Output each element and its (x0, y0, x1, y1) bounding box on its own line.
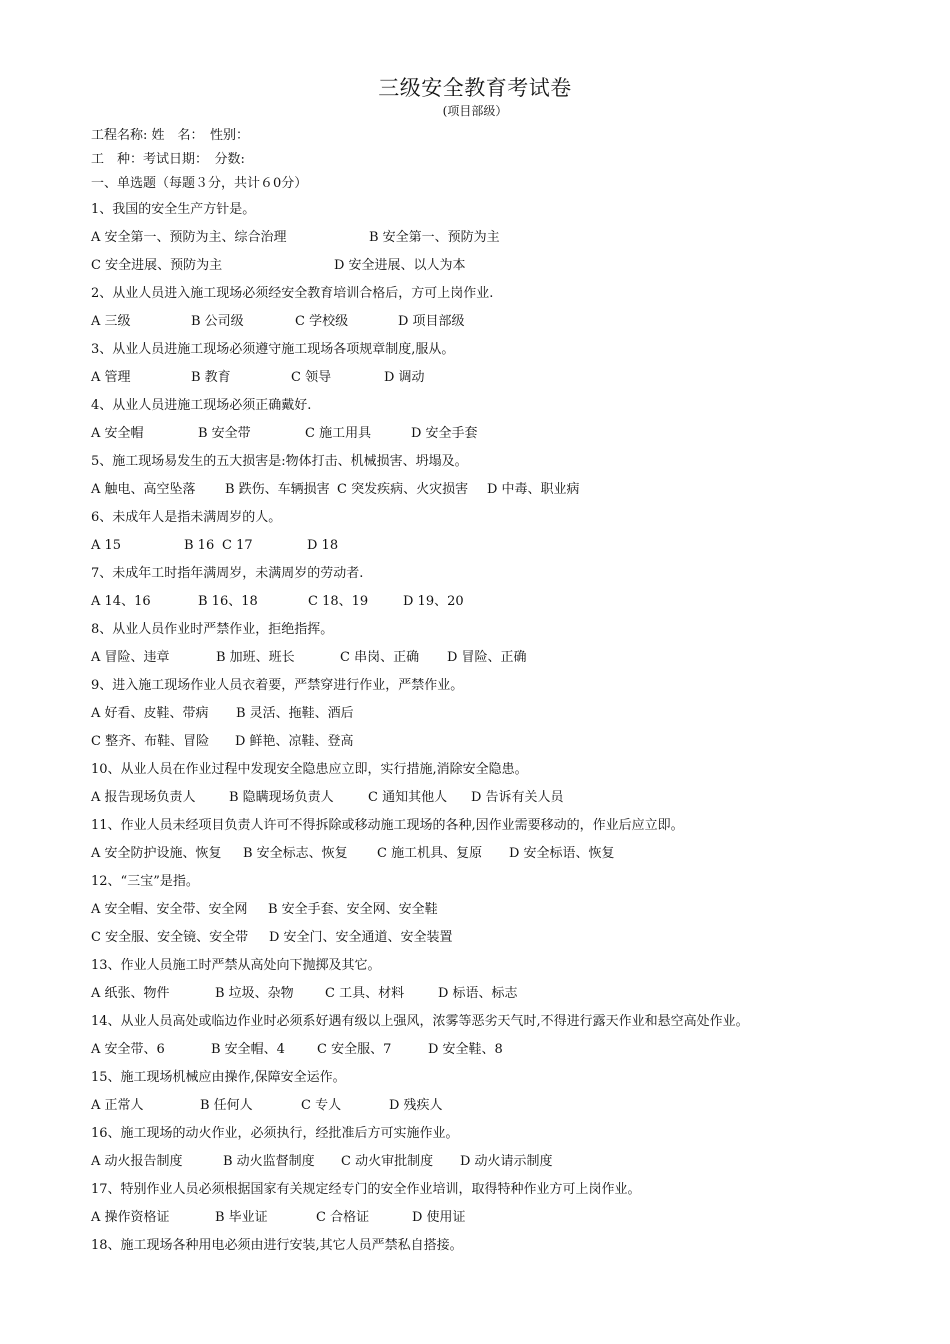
option-choice[interactable]: A 动火报告制度 (91, 1154, 183, 1169)
option-choice[interactable]: D 告诉有关人员 (471, 790, 564, 805)
option-choice[interactable]: B 16 (184, 538, 215, 553)
option-choice[interactable]: B 教育 (191, 370, 231, 385)
question-text: 16、施工现场的动火作业，必须执行，经批准后方可实施作业。 (91, 1126, 459, 1141)
question-text: 12、“三宝”是指。 (91, 874, 199, 889)
options-row (91, 1204, 931, 1232)
option-choice[interactable]: C 施工机具、复原 (377, 846, 483, 861)
options-row (91, 420, 931, 448)
option-choice[interactable]: A 安全带、6 (91, 1042, 165, 1057)
page-subtitle: (项目部级） (442, 104, 508, 118)
question-text: 11、作业人员未经项目负责人许可不得拆除或移动施工现场的各种,因作业需要移动的，作业后应立即。 (91, 818, 684, 833)
option-choice[interactable]: C 突发疾病、火灾损害 (337, 482, 469, 497)
question-text: 10、从业人员在作业过程中发现安全隐患应立即，实行措施,消除安全隐患。 (91, 762, 528, 777)
option-choice[interactable]: A 三级 (91, 314, 131, 329)
options-row (91, 784, 931, 812)
options-row (91, 476, 931, 504)
option-choice[interactable]: B 毕业证 (215, 1210, 268, 1225)
options-row (91, 588, 931, 616)
option-choice[interactable]: D 冒险、正确 (447, 650, 527, 665)
option-choice[interactable]: A 安全第一、预防为主、综合治理 (91, 230, 287, 245)
option-choice[interactable]: C 通知其他人 (368, 790, 448, 805)
option-choice[interactable]: D 19、20 (403, 594, 464, 609)
question-text: 2、从业人员进入施工现场必须经安全教育培训合格后，方可上岗作业. (91, 286, 494, 301)
option-choice[interactable]: A 触电、高空坠落 (91, 482, 196, 497)
option-choice[interactable]: B 安全标志、恢复 (243, 846, 348, 861)
options-row (91, 252, 931, 280)
option-choice[interactable]: C 整齐、布鞋、冒险 (91, 734, 210, 749)
question-text: 1、我国的安全生产方针是。 (91, 202, 256, 217)
option-choice[interactable]: B 加班、班长 (216, 650, 295, 665)
option-choice[interactable]: D 安全进展、以人为本 (334, 258, 466, 273)
option-choice[interactable]: A 好看、皮鞋、带病 (91, 706, 209, 721)
question-text: 17、特别作业人员必须根据国家有关规定经专门的安全作业培训，取得特种作业方可上岗作业。 (91, 1182, 641, 1197)
option-choice[interactable]: A 安全帽 (91, 426, 144, 441)
options-row (91, 896, 931, 924)
section-heading: 一、单选题（每题３分，共计６0分） (91, 176, 308, 191)
option-choice[interactable]: C 串岗、正确 (340, 650, 420, 665)
options-row (91, 840, 931, 868)
question-text: 6、未成年人是指未满周岁的人。 (91, 510, 282, 525)
options-row (91, 1036, 931, 1064)
option-choice[interactable]: B 动火监督制度 (223, 1154, 315, 1169)
question-text: 7、未成年工时指年满周岁，未满周岁的劳动者. (91, 566, 364, 581)
option-choice[interactable]: D 动火请示制度 (460, 1154, 553, 1169)
option-choice[interactable]: A 安全帽、安全带、安全网 (91, 902, 248, 917)
option-choice[interactable]: C 领导 (291, 370, 332, 385)
option-choice[interactable]: A 14、16 (91, 594, 151, 609)
options-row (91, 980, 931, 1008)
option-choice[interactable]: B 跌伤、车辆损害 (225, 482, 330, 497)
option-choice[interactable]: A 报告现场负责人 (91, 790, 196, 805)
option-choice[interactable]: D 使用证 (412, 1210, 466, 1225)
option-choice[interactable]: C 17 (222, 538, 253, 553)
option-choice[interactable]: B 垃圾、杂物 (215, 986, 294, 1001)
options-row (91, 700, 931, 728)
info-line-project: 工程名称: 姓 名： 性别： (91, 128, 250, 143)
exam-body (91, 124, 931, 1260)
options-row (91, 364, 931, 392)
option-choice[interactable]: A 管理 (91, 370, 131, 385)
option-choice[interactable]: C 安全进展、预防为主 (91, 258, 223, 273)
option-choice[interactable]: D 中毒、职业病 (487, 482, 580, 497)
option-choice[interactable]: B 灵活、拖鞋、酒后 (236, 706, 354, 721)
option-choice[interactable]: A 正常人 (91, 1098, 144, 1113)
options-row (91, 532, 931, 560)
question-text: 15、施工现场机械应由操作,保障安全运作。 (91, 1070, 346, 1085)
option-choice[interactable]: C 专人 (301, 1098, 342, 1113)
option-choice[interactable]: C 18、19 (308, 594, 369, 609)
options-row (91, 1092, 931, 1120)
option-choice[interactable]: A 冒险、违章 (91, 650, 170, 665)
option-choice[interactable]: B 安全帽、4 (211, 1042, 285, 1057)
options-row (91, 644, 931, 672)
option-choice[interactable]: B 隐瞒现场负责人 (229, 790, 334, 805)
option-choice[interactable]: B 安全手套、安全网、安全鞋 (268, 902, 438, 917)
option-choice[interactable]: B 安全第一、预防为主 (369, 230, 500, 245)
option-choice[interactable]: D 鲜艳、凉鞋、登高 (235, 734, 354, 749)
question-text: 9、进入施工现场作业人员衣着要，严禁穿进行作业，严禁作业。 (91, 678, 464, 693)
option-choice[interactable]: D 项目部级 (398, 314, 465, 329)
option-choice[interactable]: C 安全服、安全镜、安全带 (91, 930, 249, 945)
option-choice[interactable]: D 安全门、安全通道、安全装置 (269, 930, 453, 945)
option-choice[interactable]: B 任何人 (200, 1098, 253, 1113)
option-choice[interactable]: D 标语、标志 (438, 986, 518, 1001)
option-choice[interactable]: D 安全标语、恢复 (509, 846, 615, 861)
option-choice[interactable]: C 合格证 (316, 1210, 370, 1225)
question-text: 18、施工现场各种用电必须由进行安装,其它人员严禁私自搭接。 (91, 1238, 463, 1253)
options-row (91, 1148, 931, 1176)
info-line-trade: 工 种：考试日期： 分数: (91, 152, 245, 167)
option-choice[interactable]: B 16、18 (198, 594, 258, 609)
option-choice[interactable]: A 安全防护设施、恢复 (91, 846, 222, 861)
option-choice[interactable]: D 安全手套 (411, 426, 478, 441)
options-row (91, 308, 931, 336)
option-choice[interactable]: C 学校级 (295, 314, 349, 329)
options-row (91, 728, 931, 756)
page-title: 三级安全教育考试卷 (378, 76, 572, 100)
question-text: 4、从业人员进施工现场必须正确戴好. (91, 398, 312, 413)
option-choice[interactable]: A 15 (91, 538, 122, 553)
option-choice[interactable]: D 调动 (384, 370, 425, 385)
question-text: 13、作业人员施工时严禁从高处向下抛掷及其它。 (91, 958, 381, 973)
option-choice[interactable]: D 安全鞋、8 (428, 1042, 503, 1057)
question-text: 8、从业人员作业时严禁作业，拒绝指挥。 (91, 622, 334, 637)
question-text: 3、从业人员进施工现场必须遵守施工现场各项规章制度,服从。 (91, 342, 455, 357)
option-choice[interactable]: A 纸张、物件 (91, 986, 170, 1001)
question-text: 14、从业人员高处或临边作业时必须系好遇有级以上强风，浓雾等恶劣天气时,不得进行露天作业和悬空高处作业。 (91, 1014, 749, 1029)
option-choice[interactable]: A 操作资格证 (91, 1210, 170, 1225)
options-row (91, 224, 931, 252)
option-choice[interactable]: C 施工用具 (305, 426, 372, 441)
option-choice[interactable]: C 动火审批制度 (341, 1154, 434, 1169)
option-choice[interactable]: B 公司级 (191, 314, 244, 329)
option-choice[interactable]: D 18 (307, 538, 339, 553)
option-choice[interactable]: C 工具、材料 (325, 986, 405, 1001)
option-choice[interactable]: C 安全服、7 (317, 1042, 392, 1057)
question-text: 5、施工现场易发生的五大损害是:物体打击、机械损害、坍塌及。 (91, 454, 468, 469)
options-row (91, 924, 931, 952)
option-choice[interactable]: D 残疾人 (389, 1098, 443, 1113)
option-choice[interactable]: B 安全带 (198, 426, 251, 441)
